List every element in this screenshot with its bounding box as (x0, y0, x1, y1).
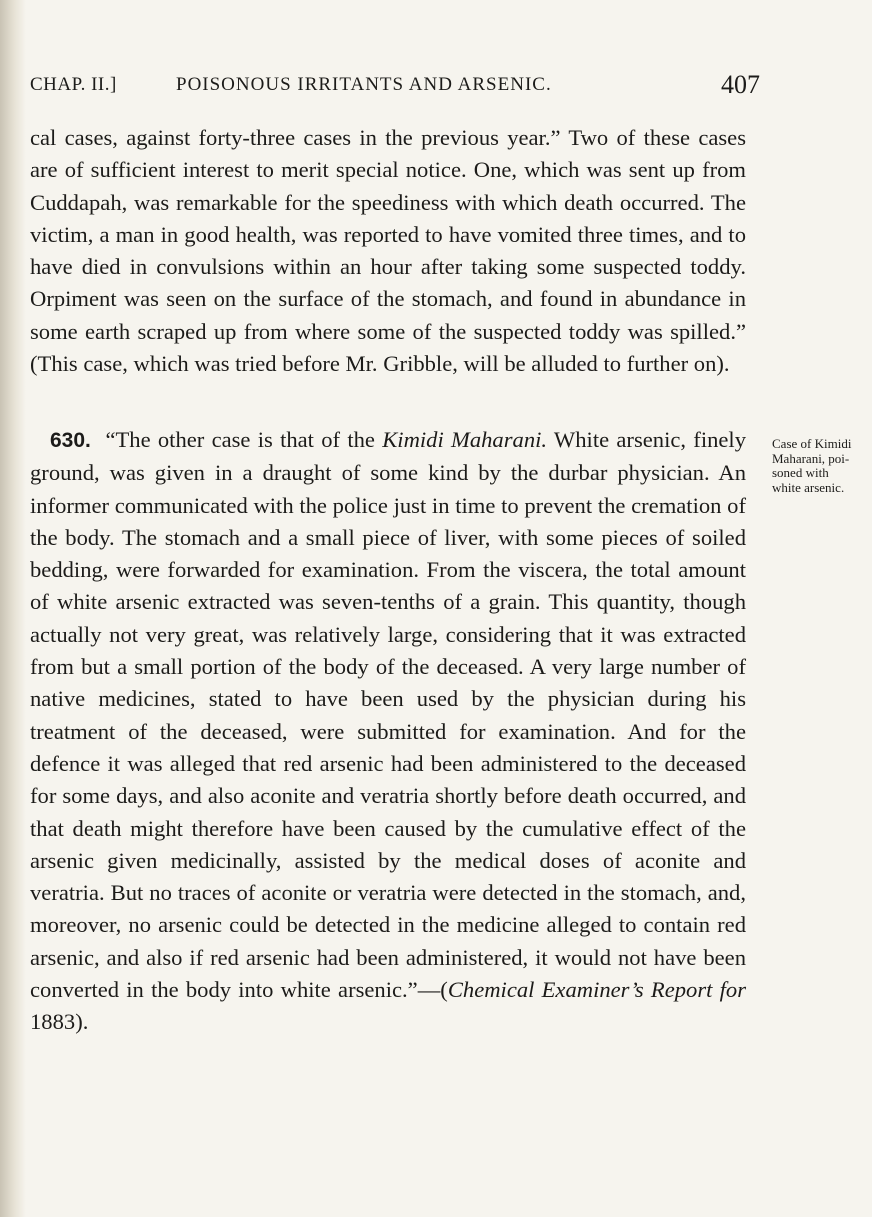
paragraph-630-text-a: The other case is that of the (115, 427, 383, 452)
case-name: Kimidi Maharani. (382, 427, 548, 452)
margin-note (772, 437, 872, 495)
margin-note-line: soned with (772, 465, 829, 480)
margin-note-line: Case of Kimidi (772, 436, 852, 451)
paragraph-630-text-c: 1883). (30, 1009, 89, 1035)
report-citation: Chemical Examiner’s Report for (447, 977, 746, 1003)
paragraph-630 (30, 424, 746, 1039)
paragraph-continued: cal cases, against forty-three cases in the previous year.” Two of these cases are of sufficient interest to merit special notice. One, which was sent up from Cuddapah, was remarkable for the speediness with which death occurred. The victim, a man in good health, was reported to have vomited three times, and to have died in convulsions within an hour after taking some suspected toddy. Orpiment was seen on the surface of the stomach, and found in abundance in some earth scraped up from where some of the suspected toddy was spilled.” (This case, which was tried before Mr. Gribble, will be alluded to further on). (30, 125, 746, 377)
running-title: POISONOUS IRRITANTS AND ARSENIC. (176, 74, 552, 95)
running-header (30, 70, 760, 110)
margin-note-line: Maharani, poi- (772, 450, 850, 466)
margin-note-line: white arsenic. (772, 479, 845, 495)
chapter-label: CHAP. II.] (30, 74, 117, 95)
paragraph-630-text-b: White arsenic, finely ground, was given in a draught of some kind by the durbar physician. An informer communicated with the police just in time to prevent the cremation of the body. The stomach and a small piece of liver, with some pieces of soiled bedding, were forwarded for examination. From the viscera, the total amount of white arsenic extracted was seven-tenths of a grain. This quantity, though actually not very great, was relatively large, considering that it was extracted from but a small portion of the body of the deceased. A very large number of native medicines, stated to have been used by the physician during his treatment of the deceased, were submitted for examination. And for the defence it was alleged that red arsenic had been administered to the deceased for some days, and also aconite and veratria shortly before death occurred, and that death might therefore have been caused by the cumulative effect of the arsenic given medicinally, assisted by the medical doses of aconite and veratria. But no traces of aconite or veratria were detected in the stomach, and, moreover, no arsenic could be detected in the medicine alleged to contain red arsenic, and also if red arsenic had been administered, it would not have been converted in the body into white arsenic.”—( (30, 427, 747, 1003)
open-quote: “ (105, 427, 116, 452)
section-number: 630. (50, 429, 91, 452)
page-binding-edge (0, 0, 26, 1217)
page-number: 407 (721, 70, 760, 99)
